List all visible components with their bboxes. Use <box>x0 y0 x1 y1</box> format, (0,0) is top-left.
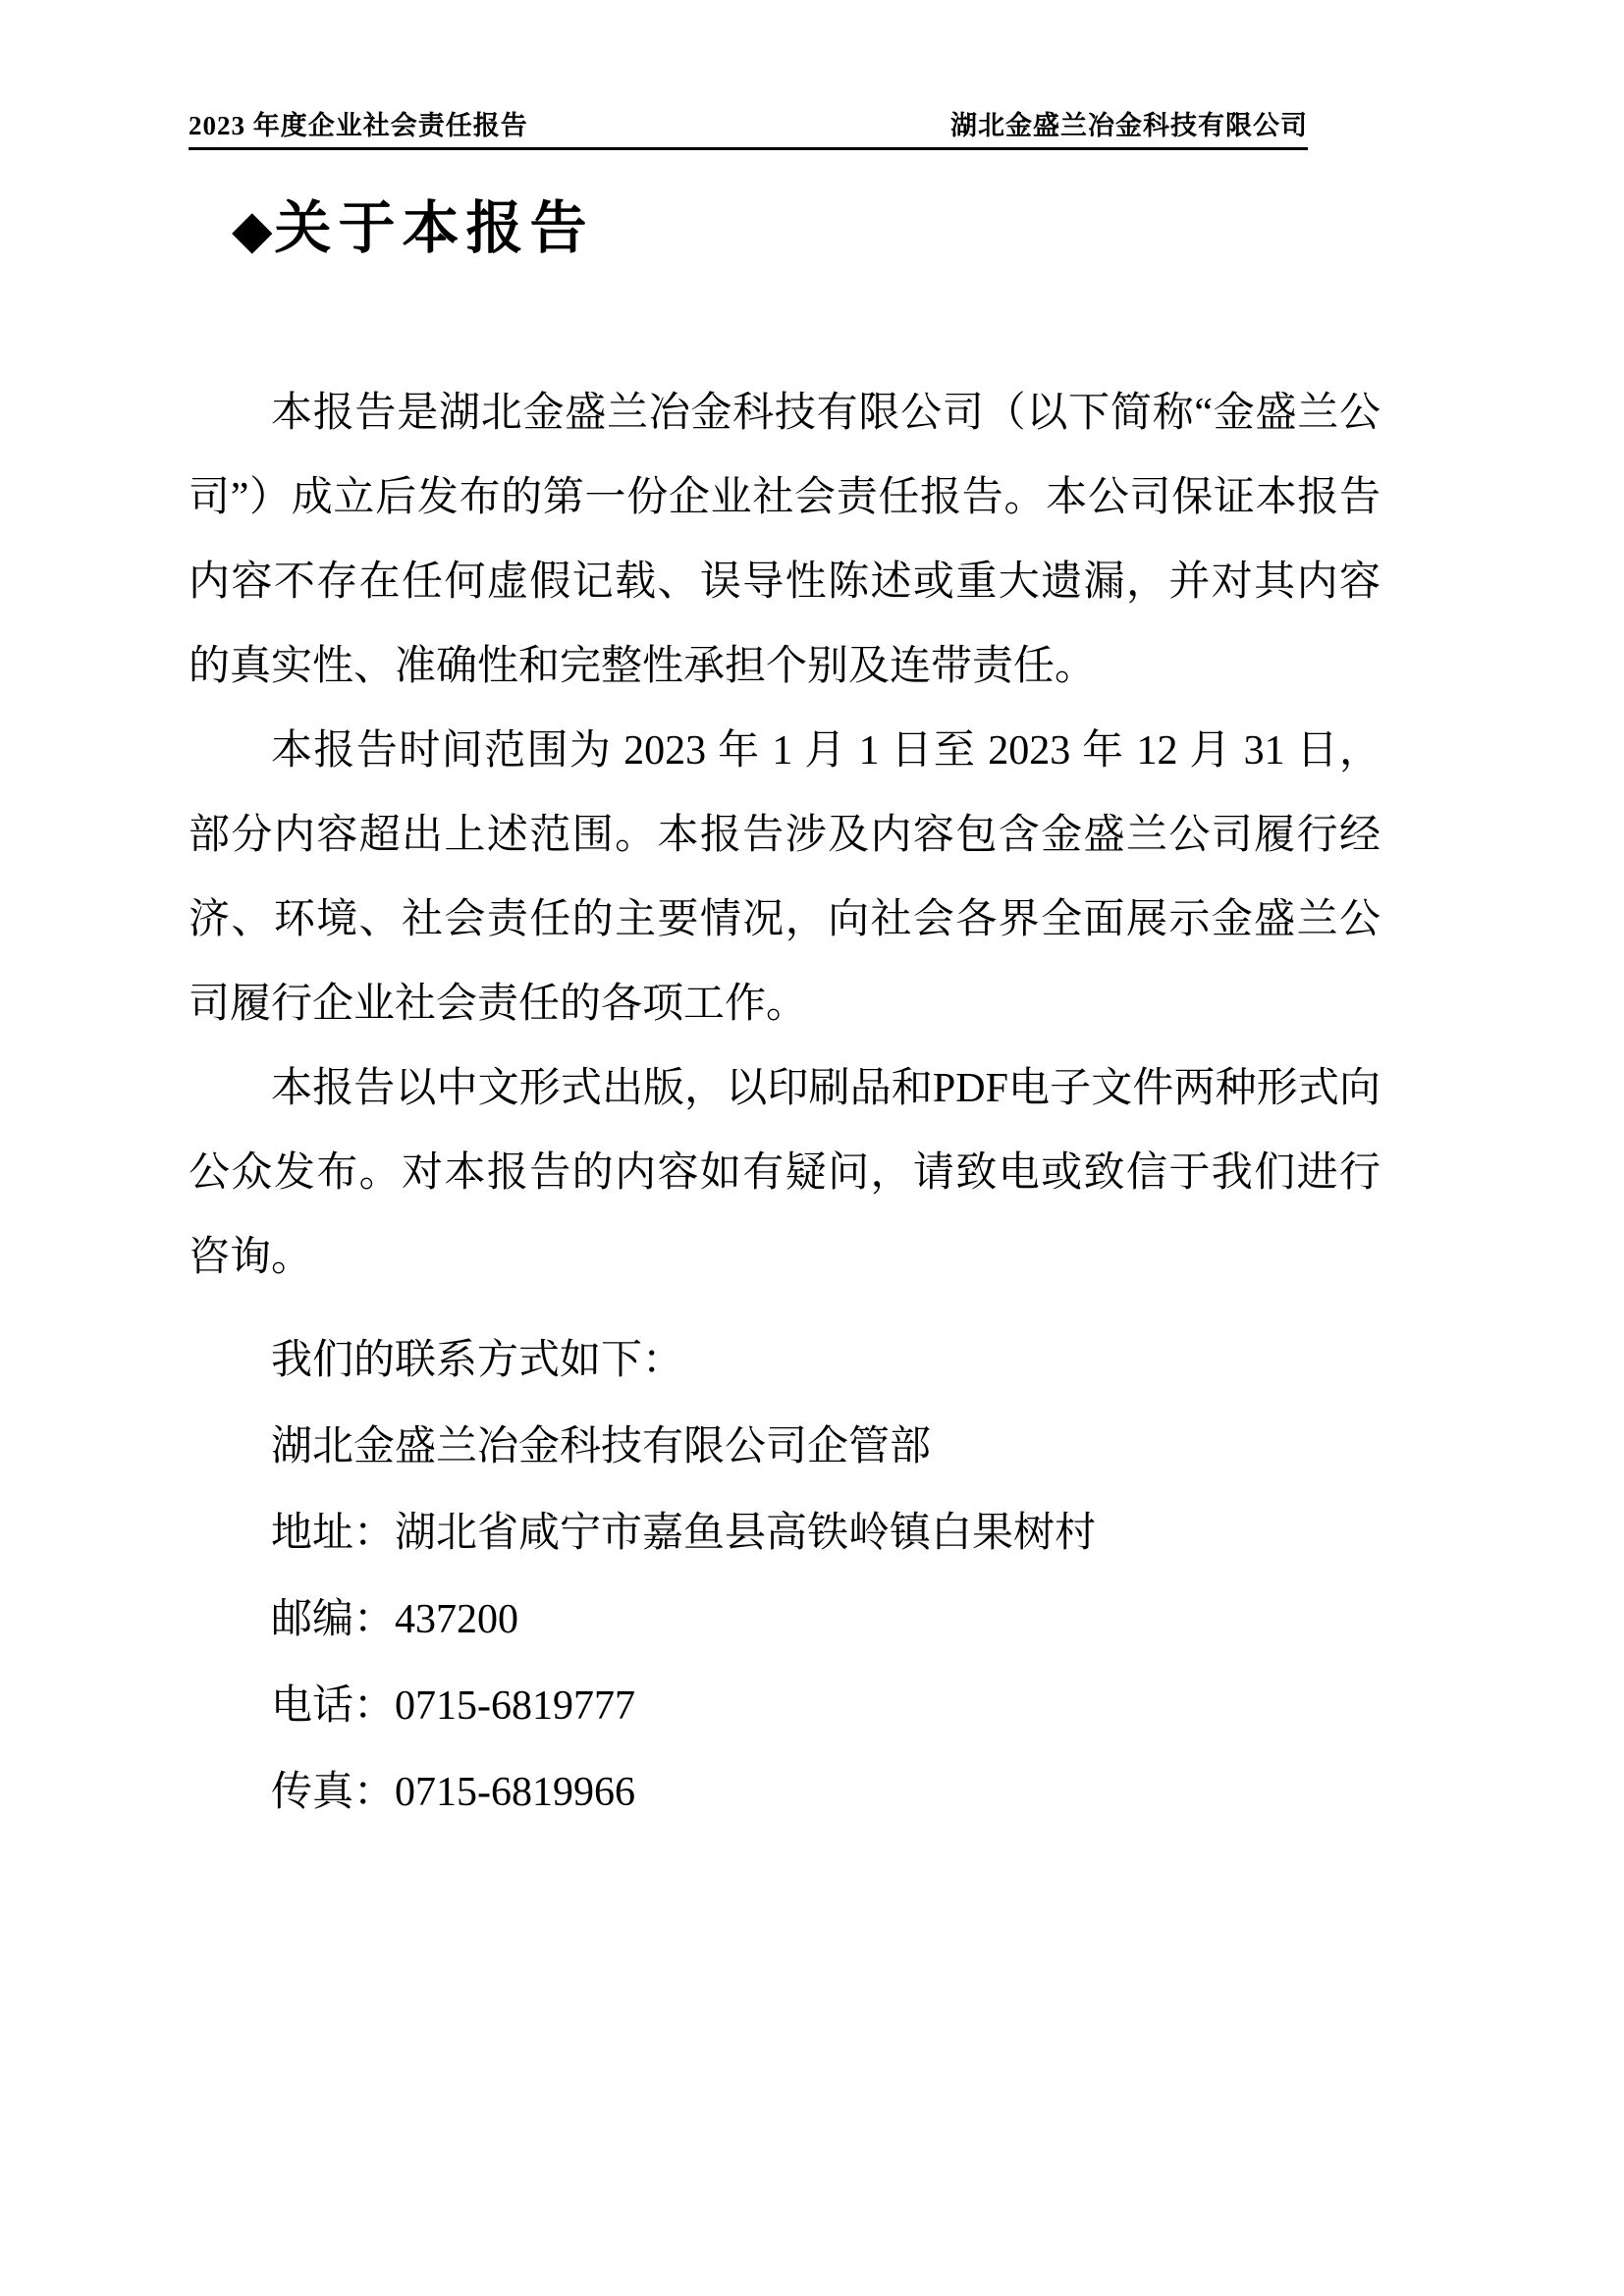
contact-address: 地址：湖北省咸宁市嘉鱼县高铁岭镇白果树村 <box>271 1511 1097 1556</box>
page-header <box>189 104 1308 150</box>
contact-phone: 电话：0715-6819777 <box>271 1683 635 1729</box>
paragraph-intro: 本报告是湖北金盛兰冶金科技有限公司（以下简称“金盛兰公司”）成立后发布的第一份企业社会责任报告。本公司保证本报告内容不存在任何虚假记载、误导性陈述或重大遗漏，并对其内容的真实性、准确性和完整性承担个别及连带责任。 <box>189 391 1380 689</box>
paragraph-publication: 本报告以中文形式出版，以印刷品和PDF电子文件两种形式向公众发布。对本报告的内容如有疑问，请致电或致信于我们进行咨询。 <box>189 1066 1380 1280</box>
contact-intro: 我们的联系方式如下： <box>271 1338 684 1383</box>
contact-block <box>189 1317 1380 1836</box>
contact-department: 湖北金盛兰冶金科技有限公司企管部 <box>271 1424 932 1469</box>
contact-postcode: 邮编：437200 <box>271 1597 519 1642</box>
contact-fax: 传真：0715-6819966 <box>271 1770 635 1815</box>
report-body <box>189 371 1380 1300</box>
paragraph-scope: 本报告时间范围为 2023 年 1 月 1 日至 2023 年 12 月 31 日，部分内容超出上述范围。本报告涉及内容包含金盛兰公司履行经济、环境、社会责任的主要情况，向社会各界全面展示金盛兰公司履行企业社会责任的各项工作。 <box>189 728 1380 1027</box>
diamond-bullet-icon: ◆ <box>232 200 275 259</box>
header-company-name: 湖北金盛兰冶金科技有限公司 <box>950 111 1308 140</box>
header-report-title: 2023 年度企业社会责任报告 <box>189 111 528 140</box>
section-title-text: 关于本报告 <box>274 196 594 260</box>
section-title <box>232 192 594 266</box>
